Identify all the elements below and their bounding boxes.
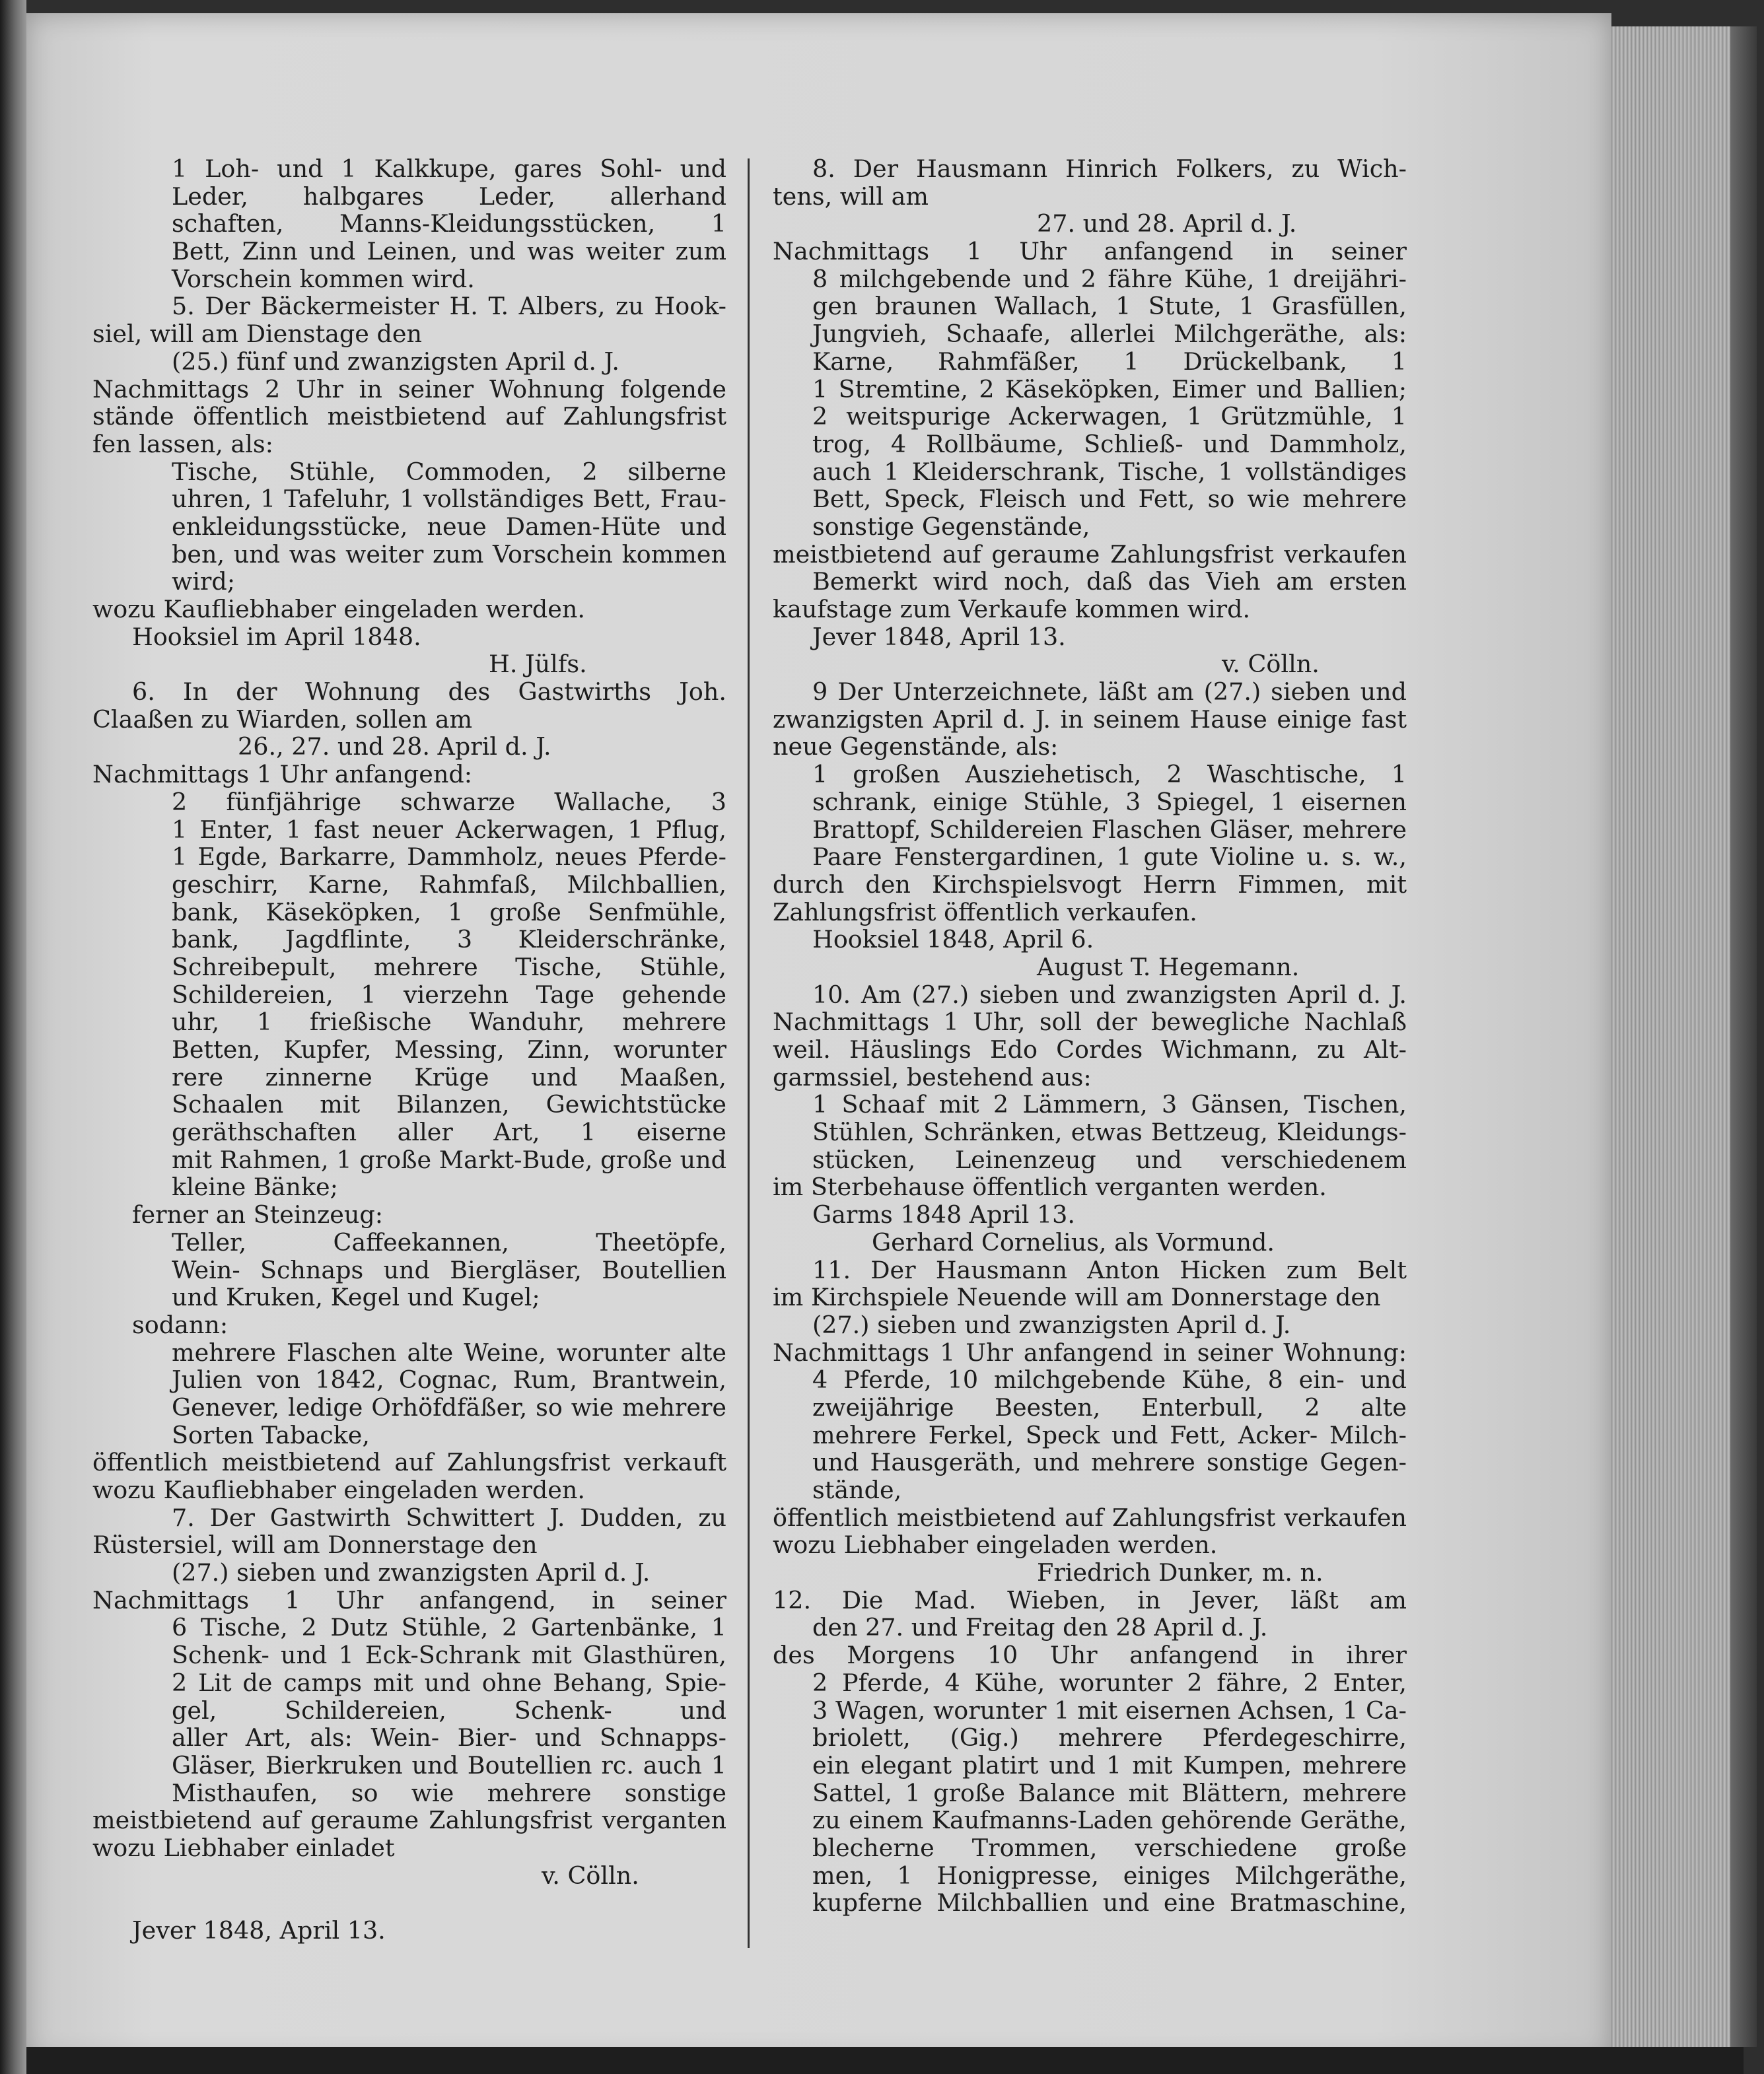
text-line: zweijährige Beesten, Enterbull, 2 alte bbox=[812, 1393, 1407, 1422]
text-line: enkleidungsstücke, neue Damen-Hüte und bbox=[172, 512, 726, 541]
text-line: Sattel, 1 große Balance mit Blättern, mehrere bbox=[812, 1779, 1407, 1807]
text-line: Teller, Caffeekannen, Theetöpfe, bbox=[172, 1228, 726, 1257]
text-line: des Morgens 10 Uhr anfangend in ihrer bbox=[773, 1642, 1407, 1669]
text-line: im Sterbehause öffentlich verganten werden. bbox=[773, 1173, 1327, 1202]
column-divider bbox=[748, 158, 750, 1948]
text-line: Rüstersiel, will am Donnerstage den bbox=[92, 1531, 538, 1560]
text-line: uhr, 1 frießische Wanduhr, mehrere bbox=[172, 1008, 726, 1036]
text-line: Stühlen, Schränken, etwas Bettzeug, Kleidungs- bbox=[812, 1119, 1407, 1146]
text-line: 11. Der Hausmann Anton Hicken zum Belt bbox=[812, 1256, 1407, 1284]
text-line: 12. Die Mad. Wieben, in Jever, läßt am bbox=[773, 1586, 1407, 1614]
text-line: 8 milchgebende und 2 fähre Kühe, 1 dreijähri- bbox=[812, 265, 1407, 293]
text-line: 27. und 28. April d. J. bbox=[1037, 210, 1297, 238]
text-line: wozu Kaufliebhaber eingeladen werden. bbox=[92, 1476, 585, 1504]
text-line: Vorschein kommen wird. bbox=[172, 265, 475, 293]
text-line: Zahlungsfrist öffentlich verkaufen. bbox=[773, 898, 1197, 926]
text-line: weil. Häuslings Edo Cordes Wichmann, zu Alt- bbox=[773, 1036, 1407, 1064]
text-line: Leder, halbgares Leder, allerhand bbox=[172, 182, 726, 211]
text-line: Claaßen zu Wiarden, sollen am bbox=[92, 705, 473, 734]
text-line: bank, Jagdflinte, 3 Kleiderschränke, bbox=[172, 926, 726, 953]
text-line: und Hausgeräth, und mehrere sonstige Gegen- bbox=[812, 1449, 1407, 1476]
text-line: uhren, 1 Tafeluhr, 1 vollständiges Bett, Frau- bbox=[172, 485, 726, 513]
text-line: Jever 1848, April 13. bbox=[812, 623, 1066, 651]
text-line: bank, Käseköpken, 1 große Senfmühle, bbox=[172, 898, 726, 926]
text-line: mehrere Flaschen alte Weine, worunter alte bbox=[172, 1338, 726, 1367]
text-line: 3 Wagen, worunter 1 mit eisernen Achsen, 1 Ca- bbox=[812, 1696, 1407, 1725]
text-line: Jungvieh, Schaafe, allerlei Milchgeräthe, als: bbox=[812, 320, 1407, 348]
text-line: 5. Der Bäckermeister H. T. Albers, zu Hook- bbox=[172, 293, 726, 321]
text-line: Nachmittags 1 Uhr, soll der bewegliche Nachlaß bbox=[773, 1008, 1407, 1036]
text-line: 1 Stremtine, 2 Käseköpken, Eimer und Ballien; bbox=[812, 375, 1407, 403]
text-line: 10. Am (27.) sieben und zwanzigsten April d. J. bbox=[812, 981, 1407, 1009]
text-line: Garms 1848 April 13. bbox=[812, 1201, 1075, 1229]
text-line: 2 Pferde, 4 Kühe, worunter 2 fähre, 2 Enter, bbox=[812, 1669, 1407, 1697]
text-line: H. Jülfs. bbox=[489, 650, 587, 679]
text-line: Schreibepult, mehrere Tische, Stühle, bbox=[172, 953, 726, 981]
text-line: Schaalen mit Bilanzen, Gewichtstücke bbox=[172, 1091, 726, 1119]
text-line: zu einem Kaufmanns-Laden gehörende Geräthe, bbox=[812, 1807, 1407, 1834]
book-spine-edge bbox=[0, 0, 26, 2074]
text-line: im Kirchspiele Neuende will am Donnerstage den bbox=[773, 1284, 1381, 1311]
text-line: rere zinnerne Krüge und Maaßen, bbox=[172, 1063, 726, 1091]
text-line: (25.) fünf und zwanzigsten April d. J. bbox=[172, 347, 619, 376]
text-line: und Kruken, Kegel und Kugel; bbox=[172, 1284, 540, 1311]
text-line: meistbietend auf geraume Zahlungsfrist verganten bbox=[92, 1807, 726, 1834]
text-line: Schildereien, 1 vierzehn Tage gehende bbox=[172, 981, 726, 1009]
text-line: v. Cölln. bbox=[1222, 650, 1320, 679]
text-line: Gerhard Cornelius, als Vormund. bbox=[872, 1228, 1275, 1257]
book-page-edges bbox=[1611, 26, 1736, 2047]
text-line: 1 Enter, 1 fast neuer Ackerwagen, 1 Pflug, bbox=[172, 815, 726, 844]
text-line: Paare Fenstergardinen, 1 gute Violine u. s. w., bbox=[812, 843, 1407, 871]
text-line: Misthaufen, so wie mehrere sonstige bbox=[172, 1779, 726, 1807]
text-line: Julien von 1842, Cognac, Rum, Brantwein, bbox=[172, 1366, 726, 1394]
text-line: men, 1 Honigpresse, einiges Milchgeräthe, bbox=[812, 1861, 1407, 1890]
text-line: Schenk- und 1 Eck-Schrank mit Glasthüren, bbox=[172, 1642, 726, 1669]
text-line: wozu Liebhaber eingeladen werden. bbox=[773, 1531, 1218, 1560]
text-line: den 27. und Freitag den 28 April d. J. bbox=[812, 1614, 1268, 1642]
text-line: 1 Loh- und 1 Kalkkupe, gares Sohl- und bbox=[172, 155, 726, 183]
text-line: 8. Der Hausmann Hinrich Folkers, zu Wich- bbox=[812, 155, 1407, 183]
text-line: 26., 27. und 28. April d. J. bbox=[238, 733, 551, 761]
text-line: durch den Kirchspielsvogt Herrn Fimmen, mit bbox=[773, 870, 1407, 899]
text-line: Nachmittags 1 Uhr anfangend, in seiner bbox=[92, 1586, 726, 1614]
text-line: wozu Liebhaber einladet bbox=[92, 1834, 395, 1862]
text-line: mit Rahmen, 1 große Markt-Bude, große und bbox=[172, 1146, 726, 1174]
text-line: 7. Der Gastwirth Schwittert J. Dudden, zu bbox=[172, 1504, 726, 1532]
text-line: aller Art, als: Wein- Bier- und Schnapps- bbox=[172, 1724, 726, 1752]
text-line: ferner an Steinzeug: bbox=[132, 1201, 384, 1229]
text-line: Nachmittags 1 Uhr anfangend: bbox=[92, 761, 473, 788]
text-line: 2 Lit de camps mit und ohne Behang, Spie- bbox=[172, 1669, 726, 1697]
text-line: Genever, ledige Orhöfdfäßer, so wie mehrere bbox=[172, 1393, 726, 1422]
text-line: kupferne Milchballien und eine Bratmaschine, bbox=[812, 1889, 1407, 1917]
page-bottom-shadow bbox=[26, 2047, 1744, 2074]
text-line: briolett, (Gig.) mehrere Pferdegeschirre, bbox=[812, 1724, 1407, 1752]
text-line: gel, Schildereien, Schenk- und bbox=[172, 1696, 726, 1725]
text-line: schrank, einige Stühle, 3 Spiegel, 1 eisernen bbox=[812, 788, 1407, 816]
text-line: (27.) sieben und zwanzigsten April d. J. bbox=[812, 1311, 1291, 1339]
text-line: Betten, Kupfer, Messing, Zinn, worunter bbox=[172, 1036, 726, 1064]
text-line: Nachmittags 1 Uhr anfangend in seiner Wohnung: bbox=[773, 1338, 1407, 1367]
text-line: kleine Bänke; bbox=[172, 1173, 338, 1202]
text-line: zwanzigsten April d. J. in seinem Hause einige fast bbox=[773, 705, 1407, 734]
text-line: siel, will am Dienstage den bbox=[92, 320, 422, 348]
text-line: Jever 1848, April 13. bbox=[132, 1917, 386, 1945]
text-line: Hooksiel im April 1848. bbox=[132, 623, 421, 651]
text-line: Brattopf, Schildereien Flaschen Gläser, mehrere bbox=[812, 815, 1407, 844]
text-line: Karne, Rahmfäßer, 1 Drückelbank, 1 bbox=[812, 347, 1407, 376]
text-line: stände, bbox=[812, 1476, 902, 1504]
text-line: sonstige Gegenstände, bbox=[812, 512, 1090, 541]
text-line: wird; bbox=[172, 568, 236, 596]
text-line: ben, und was weiter zum Vorschein kommen bbox=[172, 540, 726, 569]
text-line: gen braunen Wallach, 1 Stute, 1 Grasfüllen, bbox=[812, 293, 1407, 321]
text-line: Bett, Zinn und Leinen, und was weiter zum bbox=[172, 238, 726, 265]
text-line: 2 weitspurige Ackerwagen, 1 Grützmühle, 1 bbox=[812, 403, 1407, 431]
text-line: fen lassen, als: bbox=[92, 430, 273, 458]
text-line: geschirr, Karne, Rahmfaß, Milchballien, bbox=[172, 870, 726, 899]
text-line: Friedrich Dunker, m. n. bbox=[1037, 1559, 1323, 1587]
left-column bbox=[92, 155, 726, 1945]
text-line: (27.) sieben und zwanzigsten April d. J. bbox=[172, 1559, 651, 1587]
text-line: 6. In der Wohnung des Gastwirths Joh. bbox=[132, 678, 726, 706]
text-line: Bemerkt wird noch, daß das Vieh am ersten bbox=[812, 568, 1407, 596]
right-column bbox=[773, 155, 1407, 1917]
text-line: garmssiel, bestehend aus: bbox=[773, 1063, 1092, 1091]
text-line: stücken, Leinenzeug und verschiedenem bbox=[812, 1146, 1407, 1174]
text-line: ein elegant platirt und 1 mit Kumpen, mehrere bbox=[812, 1751, 1407, 1780]
text-line: kaufstage zum Verkaufe kommen wird. bbox=[773, 596, 1251, 623]
text-line: 1 großen Ausziehetisch, 2 Waschtische, 1 bbox=[812, 761, 1407, 788]
text-line: wozu Kaufliebhaber eingeladen werden. bbox=[92, 596, 585, 623]
text-line: meistbietend auf geraume Zahlungsfrist verkaufen bbox=[773, 540, 1407, 569]
text-line: v. Cölln. bbox=[542, 1861, 639, 1890]
text-line: 9 Der Unterzeichnete, läßt am (27.) sieben und bbox=[812, 678, 1407, 706]
text-line: öffentlich meistbietend auf Zahlungsfrist verkaufen bbox=[773, 1504, 1407, 1532]
text-line: Gläser, Bierkruken und Boutellien rc. auch 1 bbox=[172, 1751, 726, 1780]
text-line bbox=[92, 1889, 726, 1917]
text-line: 1 Egde, Barkarre, Dammholz, neues Pferde- bbox=[172, 843, 726, 871]
text-line: trog, 4 Rollbäume, Schließ- und Dammholz, bbox=[812, 430, 1407, 458]
text-line: tens, will am bbox=[773, 182, 929, 211]
text-line: Sorten Tabacke, bbox=[172, 1421, 370, 1449]
text-line: 6 Tische, 2 Dutz Stühle, 2 Gartenbänke, 1 bbox=[172, 1614, 726, 1642]
text-line: neue Gegenstände, als: bbox=[773, 733, 1059, 761]
text-line: mehrere Ferkel, Speck und Fett, Acker- Milch- bbox=[812, 1421, 1407, 1449]
text-line: Nachmittags 2 Uhr in seiner Wohnung folgende bbox=[92, 375, 726, 403]
text-line: 4 Pferde, 10 milchgebende Kühe, 8 ein- und bbox=[812, 1366, 1407, 1394]
text-line: schaften, Manns-Kleidungsstücken, 1 bbox=[172, 210, 726, 238]
text-line: Bett, Speck, Fleisch und Fett, so wie mehrere bbox=[812, 485, 1407, 513]
text-line: 2 fünfjährige schwarze Wallache, 3 bbox=[172, 788, 726, 816]
text-line: Wein- Schnaps und Biergläser, Boutellien bbox=[172, 1256, 726, 1284]
text-line: August T. Hegemann. bbox=[1037, 953, 1300, 981]
text-line: öffentlich meistbietend auf Zahlungsfrist verkauft bbox=[92, 1449, 726, 1476]
text-line: sodann: bbox=[132, 1311, 229, 1339]
text-line: blecherne Trommen, verschiedene große bbox=[812, 1834, 1407, 1862]
text-line: geräthschaften aller Art, 1 eiserne bbox=[172, 1119, 726, 1146]
text-line: Hooksiel 1848, April 6. bbox=[812, 926, 1094, 953]
text-line: auch 1 Kleiderschrank, Tische, 1 vollständiges bbox=[812, 458, 1407, 486]
text-line: Nachmittags 1 Uhr anfangend in seiner bbox=[773, 238, 1407, 265]
text-line: stände öffentlich meistbietend auf Zahlungsfrist bbox=[92, 403, 726, 431]
text-line: Tische, Stühle, Commoden, 2 silberne bbox=[172, 458, 726, 486]
text-line: 1 Schaaf mit 2 Lämmern, 3 Gänsen, Tischen, bbox=[812, 1091, 1407, 1119]
